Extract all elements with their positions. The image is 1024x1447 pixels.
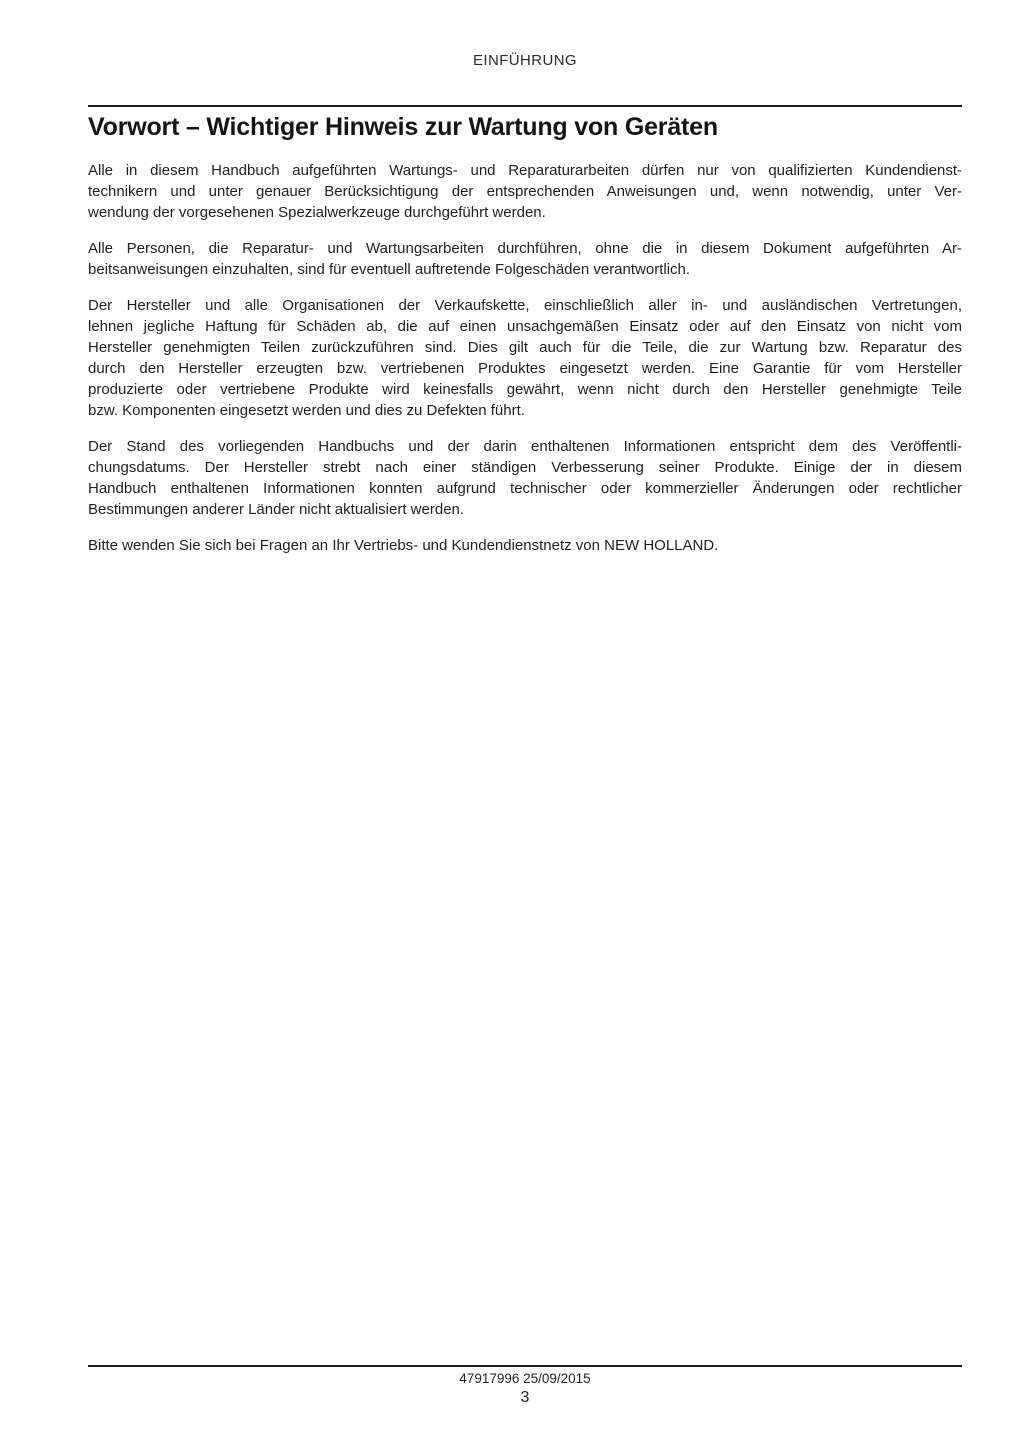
paragraph [88,295,962,421]
page-title: Vorwort – Wichtiger Hinweis zur Wartung von Geräten [88,113,718,141]
text-line: durch den Hersteller erzeugten bzw. vertriebenen Produktes eingesetzt werden. Eine Garantie für vom Hersteller [88,360,962,377]
page-number: 3 [520,1389,530,1406]
paragraph [88,238,962,280]
paragraph [88,535,962,556]
text-line: bzw. Komponenten eingesetzt werden und dies zu Defekten führt. [88,402,525,419]
text-line: Alle in diesem Handbuch aufgeführten Wartungs- und Reparaturarbeiten dürfen nur von qualifizierten Kundendienst- [88,162,962,179]
text-line: technikern und unter genauer Berücksichtigung der entsprechenden Anweisungen und, wenn notwendig, unter Ver- [88,183,962,200]
text-line: beitsanweisungen einzuhalten, sind für eventuell auftretende Folgeschäden verantwortlich. [88,261,691,278]
text-line: Hersteller genehmigten Teilen zurückzuführen sind. Dies gilt auch für die Teile, die zur Wartung bzw. Reparatur des [88,339,962,356]
text-line: chungsdatums. Der Hersteller strebt nach einer ständigen Verbesserung seiner Produkte. Einige der in diesem [88,459,962,476]
running-header: EINFÜHRUNG [473,52,577,69]
text-line: wendung der vorgesehenen Spezialwerkzeuge durchgeführt werden. [88,204,546,221]
text-line: Handbuch enthaltenen Informationen konnten aufgrund technischer oder kommerzieller Änderungen oder rechtlicher [88,480,962,497]
text-line: Der Hersteller und alle Organisationen der Verkaufskette, einschließlich aller in- und ausländischen Vertretungen, [88,297,962,314]
title-rule [88,105,962,107]
text-line: Der Stand des vorliegenden Handbuchs und der darin enthaltenen Informationen entspricht dem des Veröffentli- [88,438,962,455]
text-line: produzierte oder vertriebene Produkte wird keinesfalls gewährt, wenn nicht durch den Hersteller genehmigte Teile [88,381,962,398]
text-line: Bitte wenden Sie sich bei Fragen an Ihr Vertriebs- und Kundendienstnetz von NEW HOLLAND. [88,537,719,554]
text-line: Bestimmungen anderer Länder nicht aktualisiert werden. [88,501,465,518]
text-line: Alle Personen, die Reparatur- und Wartungsarbeiten durchführen, ohne die in diesem Dokument aufgeführten Ar- [88,240,962,257]
paragraph [88,160,962,223]
footer-rule [88,1365,962,1367]
footer-doc-ref: 47917996 25/09/2015 [459,1371,591,1386]
body-text [88,160,962,571]
paragraph [88,436,962,520]
text-line: lehnen jegliche Haftung für Schäden ab, die auf einen unsachgemäßen Einsatz oder auf den Einsatz von nicht vom [88,318,962,335]
